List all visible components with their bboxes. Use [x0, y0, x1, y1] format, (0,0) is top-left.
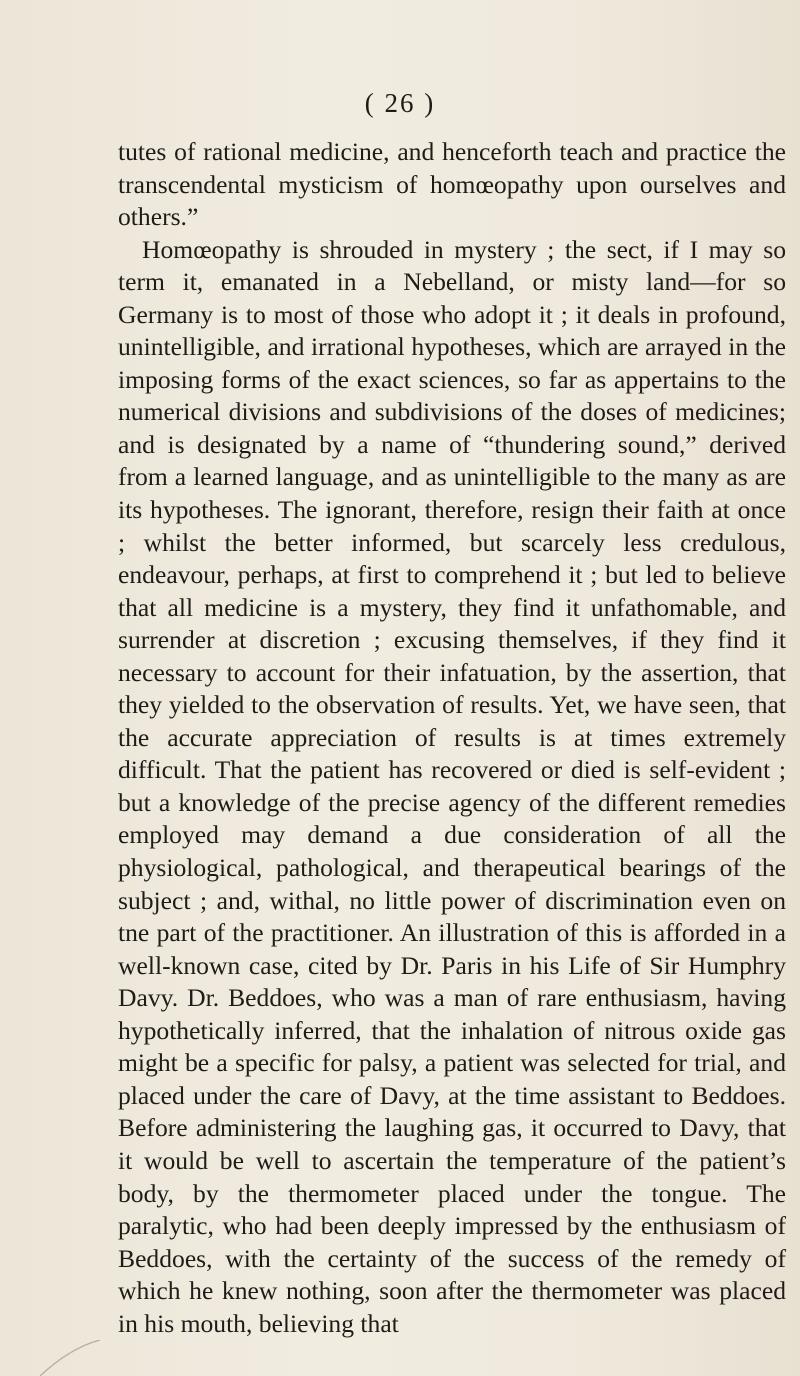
page-corner-curl-icon: [30, 1340, 130, 1376]
paragraph-homoeopathy: Homœopathy is shrouded in mystery ; the sect, if I may so term it, emanated in a Nebelland, or misty land—for so Germany is to most of those who adopt it ; it deals in profound, unintelligible, and irrational hypotheses, which are arrayed in the imposing forms of the exact sciences, so far as appertains to the numerical divisions and subdivisions of the doses of medicines; and is designated by a name of “thundering sound,” derived from a learned language, and as unintelligible to the many as are its hypotheses. The ignorant, therefore, resign their faith at once ; whilst the better informed, but scarcely less credulous, endeavour, perhaps, at first to comprehend it ; but led to believe that all medicine is a mystery, they find it unfathomable, and surrender at discretion ; excusing themselves, if they find it necessary to account for their infatuation, by the assertion, that they yielded to the observation of results. Yet, we have seen, that the accurate appreciation of results is at times extremely difficult. That the patient has recovered or died is self-evident ; but a knowledge of the precise agency of the different remedies employed may demand a due consideration of all the physiological, pathological, and therapeutical bearings of the subject ; and, withal, no little power of discrimination even on tne part of the practitioner. An illustration of this is afforded in a well-known case, cited by Dr. Paris in his Life of Sir Humphry Davy. Dr. Beddoes, who was a man of rare enthusiasm, having hypothetically inferred, that the inhalation of nitrous oxide gas might be a specific for palsy, a patient was selected for trial, and placed under the care of Davy, at the time assistant to Beddoes. Before administering the laughing gas, it occurred to Davy, that it would be well to ascertain the temperature of the patient’s body, by the thermometer placed under the tongue. The paralytic, who had been deeply impressed by the enthusiasm of Beddoes, with the certainty of the success of the remedy of which he knew nothing, soon after the thermometer was placed in his mouth, believing that: [118, 234, 786, 1338]
page-number: ( 26 ): [364, 88, 436, 118]
paragraph-continuation: tutes of rational medicine, and henceforth teach and practice the transcendental mysticism of homœopathy upon ourselves and others.”: [118, 137, 786, 232]
body-text: [118, 136, 786, 1340]
